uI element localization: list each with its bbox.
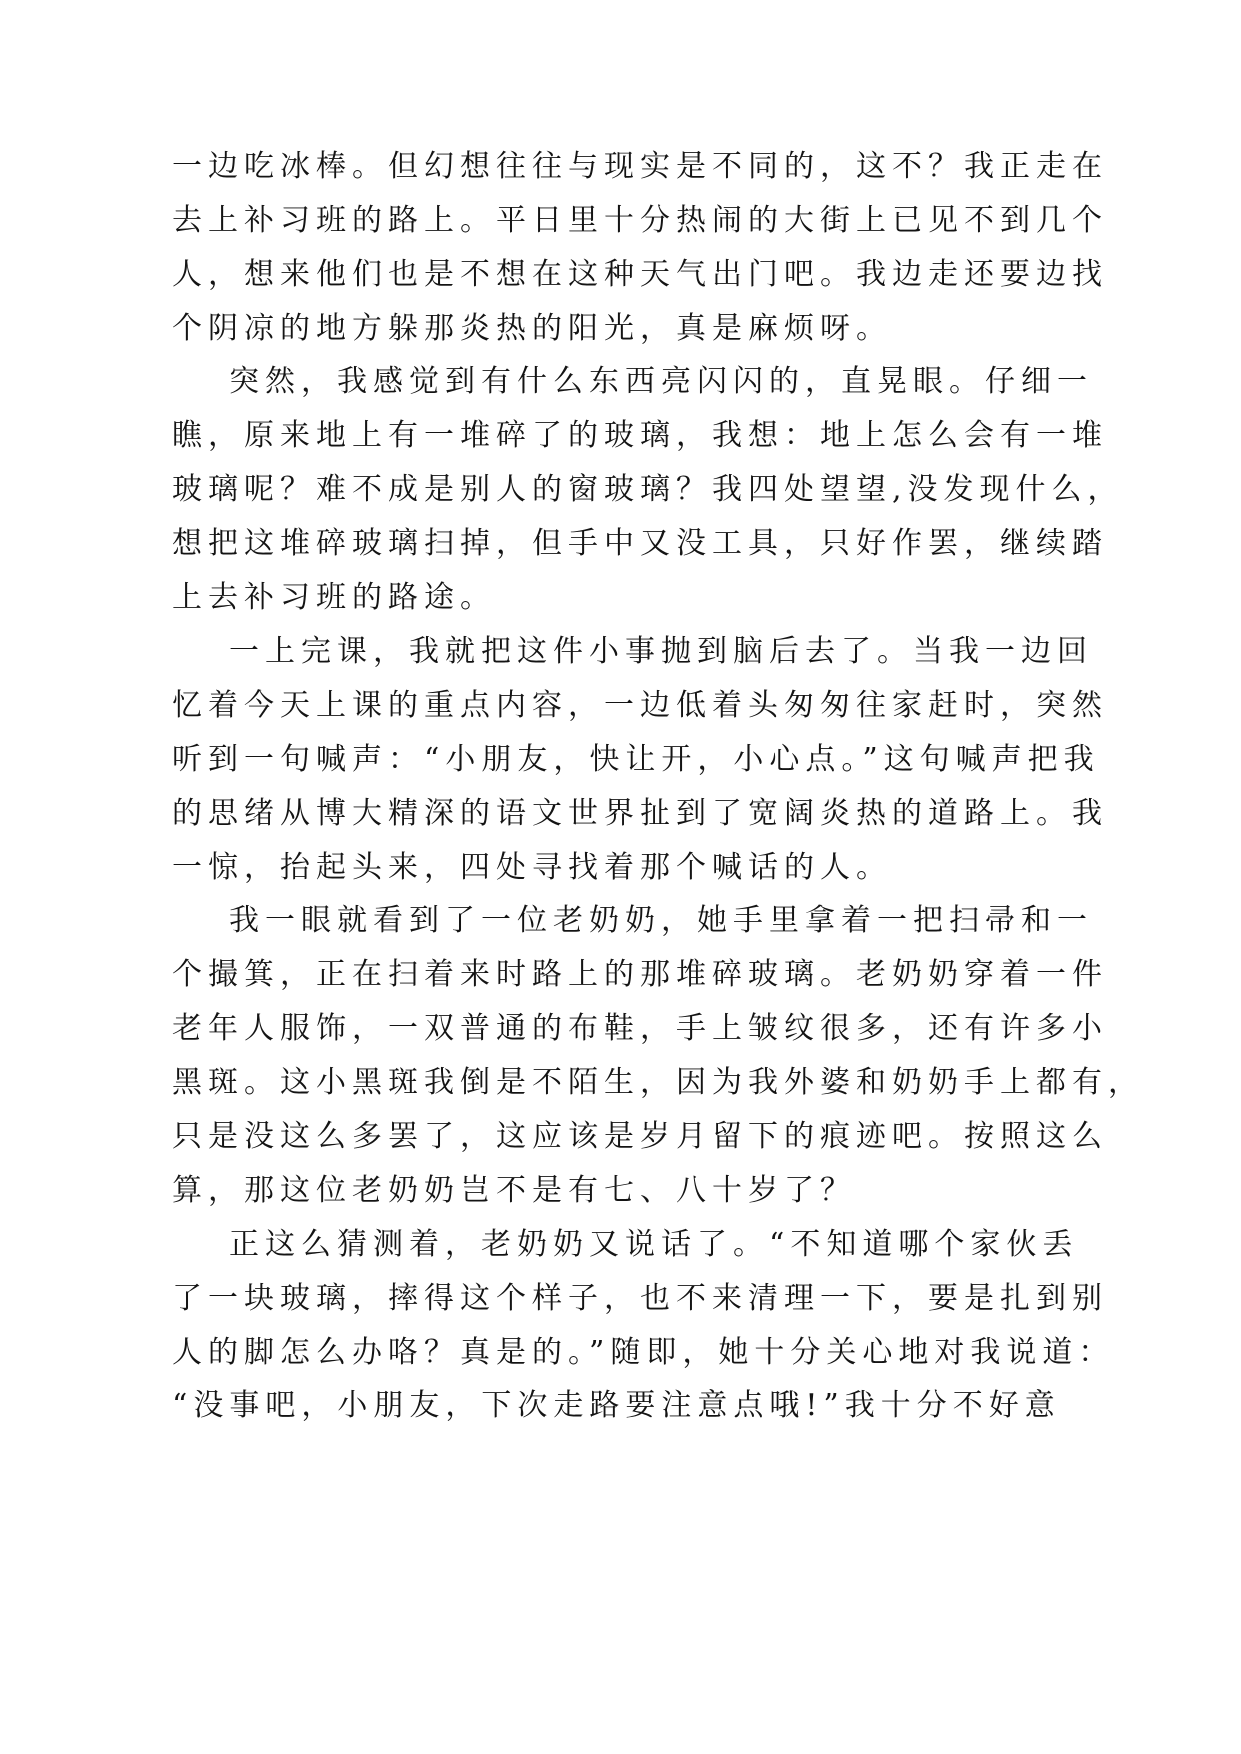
text-line: 个撮箕，正在扫着来时路上的那堆碎玻璃。老奶奶穿着一件 bbox=[172, 957, 1108, 992]
text-line: 一惊，抬起头来，四处寻找着那个喊话的人。 bbox=[172, 850, 892, 885]
text-line: 只是没这么多罢了，这应该是岁月留下的痕迹吧。按照这么 bbox=[172, 1119, 1108, 1154]
text-line: 一边吃冰棒。但幻想往往与现实是不同的，这不？我正走在 bbox=[172, 149, 1108, 184]
text-line: 突然，我感觉到有什么东西亮闪闪的，直晃眼。仔细一 bbox=[229, 364, 1093, 399]
text-line: 玻璃呢？难不成是别人的窗玻璃？我四处望望,没发现什么， bbox=[172, 472, 1124, 507]
text-line: 了一块玻璃，摔得这个样子，也不来清理一下，要是扎到别 bbox=[172, 1281, 1108, 1316]
text-line: 黑斑。这小黑斑我倒是不陌生，因为我外婆和奶奶手上都有， bbox=[172, 1065, 1144, 1100]
text-line: 上去补习班的路途。 bbox=[172, 580, 496, 615]
text-line: 听到一句喊声：“小朋友，快让开，小心点。”这句喊声把我 bbox=[172, 742, 1100, 777]
text-line: 老年人服饰，一双普通的布鞋，手上皱纹很多，还有许多小 bbox=[172, 1011, 1108, 1046]
text-line: 我一眼就看到了一位老奶奶，她手里拿着一把扫帚和一 bbox=[229, 903, 1093, 938]
text-line: 人的脚怎么办咯？真是的。”随即，她十分关心地对我说道： bbox=[172, 1335, 1115, 1370]
text-line: 瞧，原来地上有一堆碎了的玻璃，我想：地上怎么会有一堆 bbox=[172, 418, 1108, 453]
text-line: “没事吧，小朋友，下次走路要注意点哦!”我十分不好意 bbox=[172, 1388, 1061, 1423]
text-line: 忆着今天上课的重点内容，一边低着头匆匆往家赶时，突然 bbox=[172, 688, 1108, 723]
text-line: 的思绪从博大精深的语文世界扯到了宽阔炎热的道路上。我 bbox=[172, 796, 1108, 831]
text-line: 一上完课，我就把这件小事抛到脑后去了。当我一边回 bbox=[229, 634, 1093, 669]
text-line: 想把这堆碎玻璃扫掉，但手中又没工具，只好作罢，继续踏 bbox=[172, 526, 1108, 561]
text-line: 去上补习班的路上。平日里十分热闹的大街上已见不到几个 bbox=[172, 203, 1108, 238]
text-line: 人，想来他们也是不想在这种天气出门吧。我边走还要边找 bbox=[172, 257, 1108, 292]
text-line: 算，那这位老奶奶岂不是有七、八十岁了？ bbox=[172, 1173, 856, 1208]
text-line: 正这么猜测着，老奶奶又说话了。“不知道哪个家伙丢 bbox=[229, 1227, 1079, 1262]
text-line: 个阴凉的地方躲那炎热的阳光，真是麻烦呀。 bbox=[172, 311, 892, 346]
